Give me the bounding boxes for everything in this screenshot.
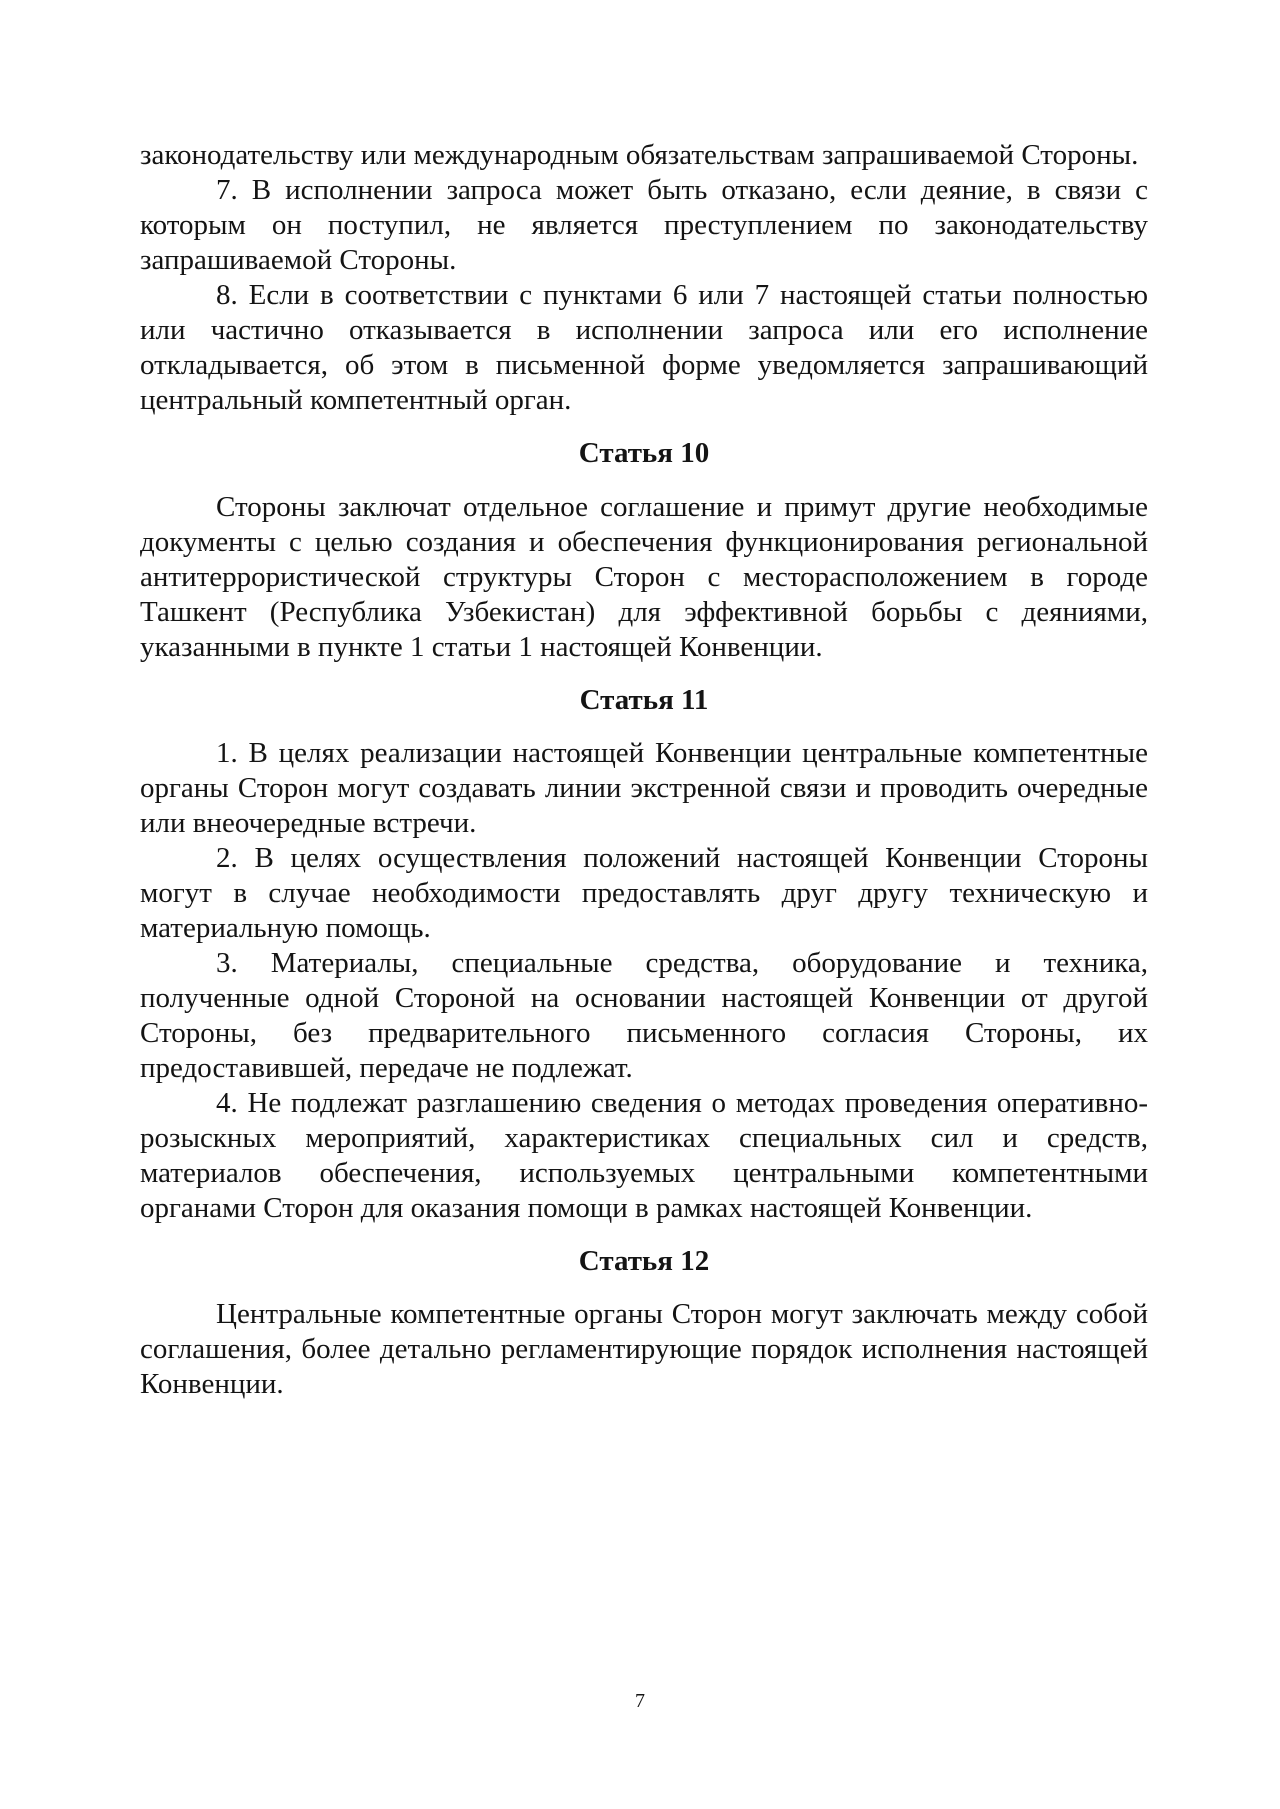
article-12-paragraph: Центральные компетентные органы Сторон могут заключать между собой соглашения, более детально регламентирующие порядок исполнения настоящей Конвенции.	[140, 1298, 1148, 1400]
page-number: 7	[635, 1690, 645, 1712]
article-10-heading: Статья 10	[578, 437, 710, 469]
article-10-paragraph: Стороны заключат отдельное соглашение и примут другие необходимые документы с целью создания и обеспечения функционирования региональной антитеррористической структуры Сторон с месторасположением в городе Ташкент (Республика Узбекистан) для эффективной борьбы с деяниями, указанными в пункте 1 статьи 1 настоящей Конвенции.	[140, 491, 1148, 663]
article-11-item-4: 4. Не подлежат разглашению сведения о методах проведения оперативно-розыскных мероприятий, характеристиках специальных сил и средств, материалов обеспечения, используемых центральными компетентными органами Сторон для оказания помощи в рамках настоящей Конвенции.	[140, 1087, 1148, 1224]
paragraph-item-8: 8. Если в соответствии с пунктами 6 или 7 настоящей статьи полностью или частично отказывается в исполнении запроса или его исполнение откладывается, об этом в письменной форме уведомляется запрашивающий центральный компетентный орган.	[140, 279, 1148, 416]
article-11-item-1: 1. В целях реализации настоящей Конвенции центральные компетентные органы Сторон могут создавать линии экстренной связи и проводить очередные или внеочередные встречи.	[140, 737, 1148, 839]
article-11-item-3: 3. Материалы, специальные средства, оборудование и техника, полученные одной Стороной на основании настоящей Конвенции от другой Стороны, без предварительного письменного согласия Стороны, их предоставившей, передаче не подлежат.	[140, 947, 1148, 1084]
document-page	[140, 138, 1148, 1402]
article-12-heading: Статья 12	[578, 1245, 710, 1277]
article-11-item-2: 2. В целях осуществления положений настоящей Конвенции Стороны могут в случае необходимости предоставлять друг другу техническую и материальную помощь.	[140, 842, 1148, 944]
paragraph-continuation: законодательству или международным обязательствам запрашиваемой Стороны.	[140, 139, 1139, 171]
article-11-heading: Статья 11	[579, 684, 709, 716]
paragraph-item-7: 7. В исполнении запроса может быть отказано, если деяние, в связи с которым он поступил, не является преступлением по законодательству запрашиваемой Стороны.	[140, 174, 1148, 276]
